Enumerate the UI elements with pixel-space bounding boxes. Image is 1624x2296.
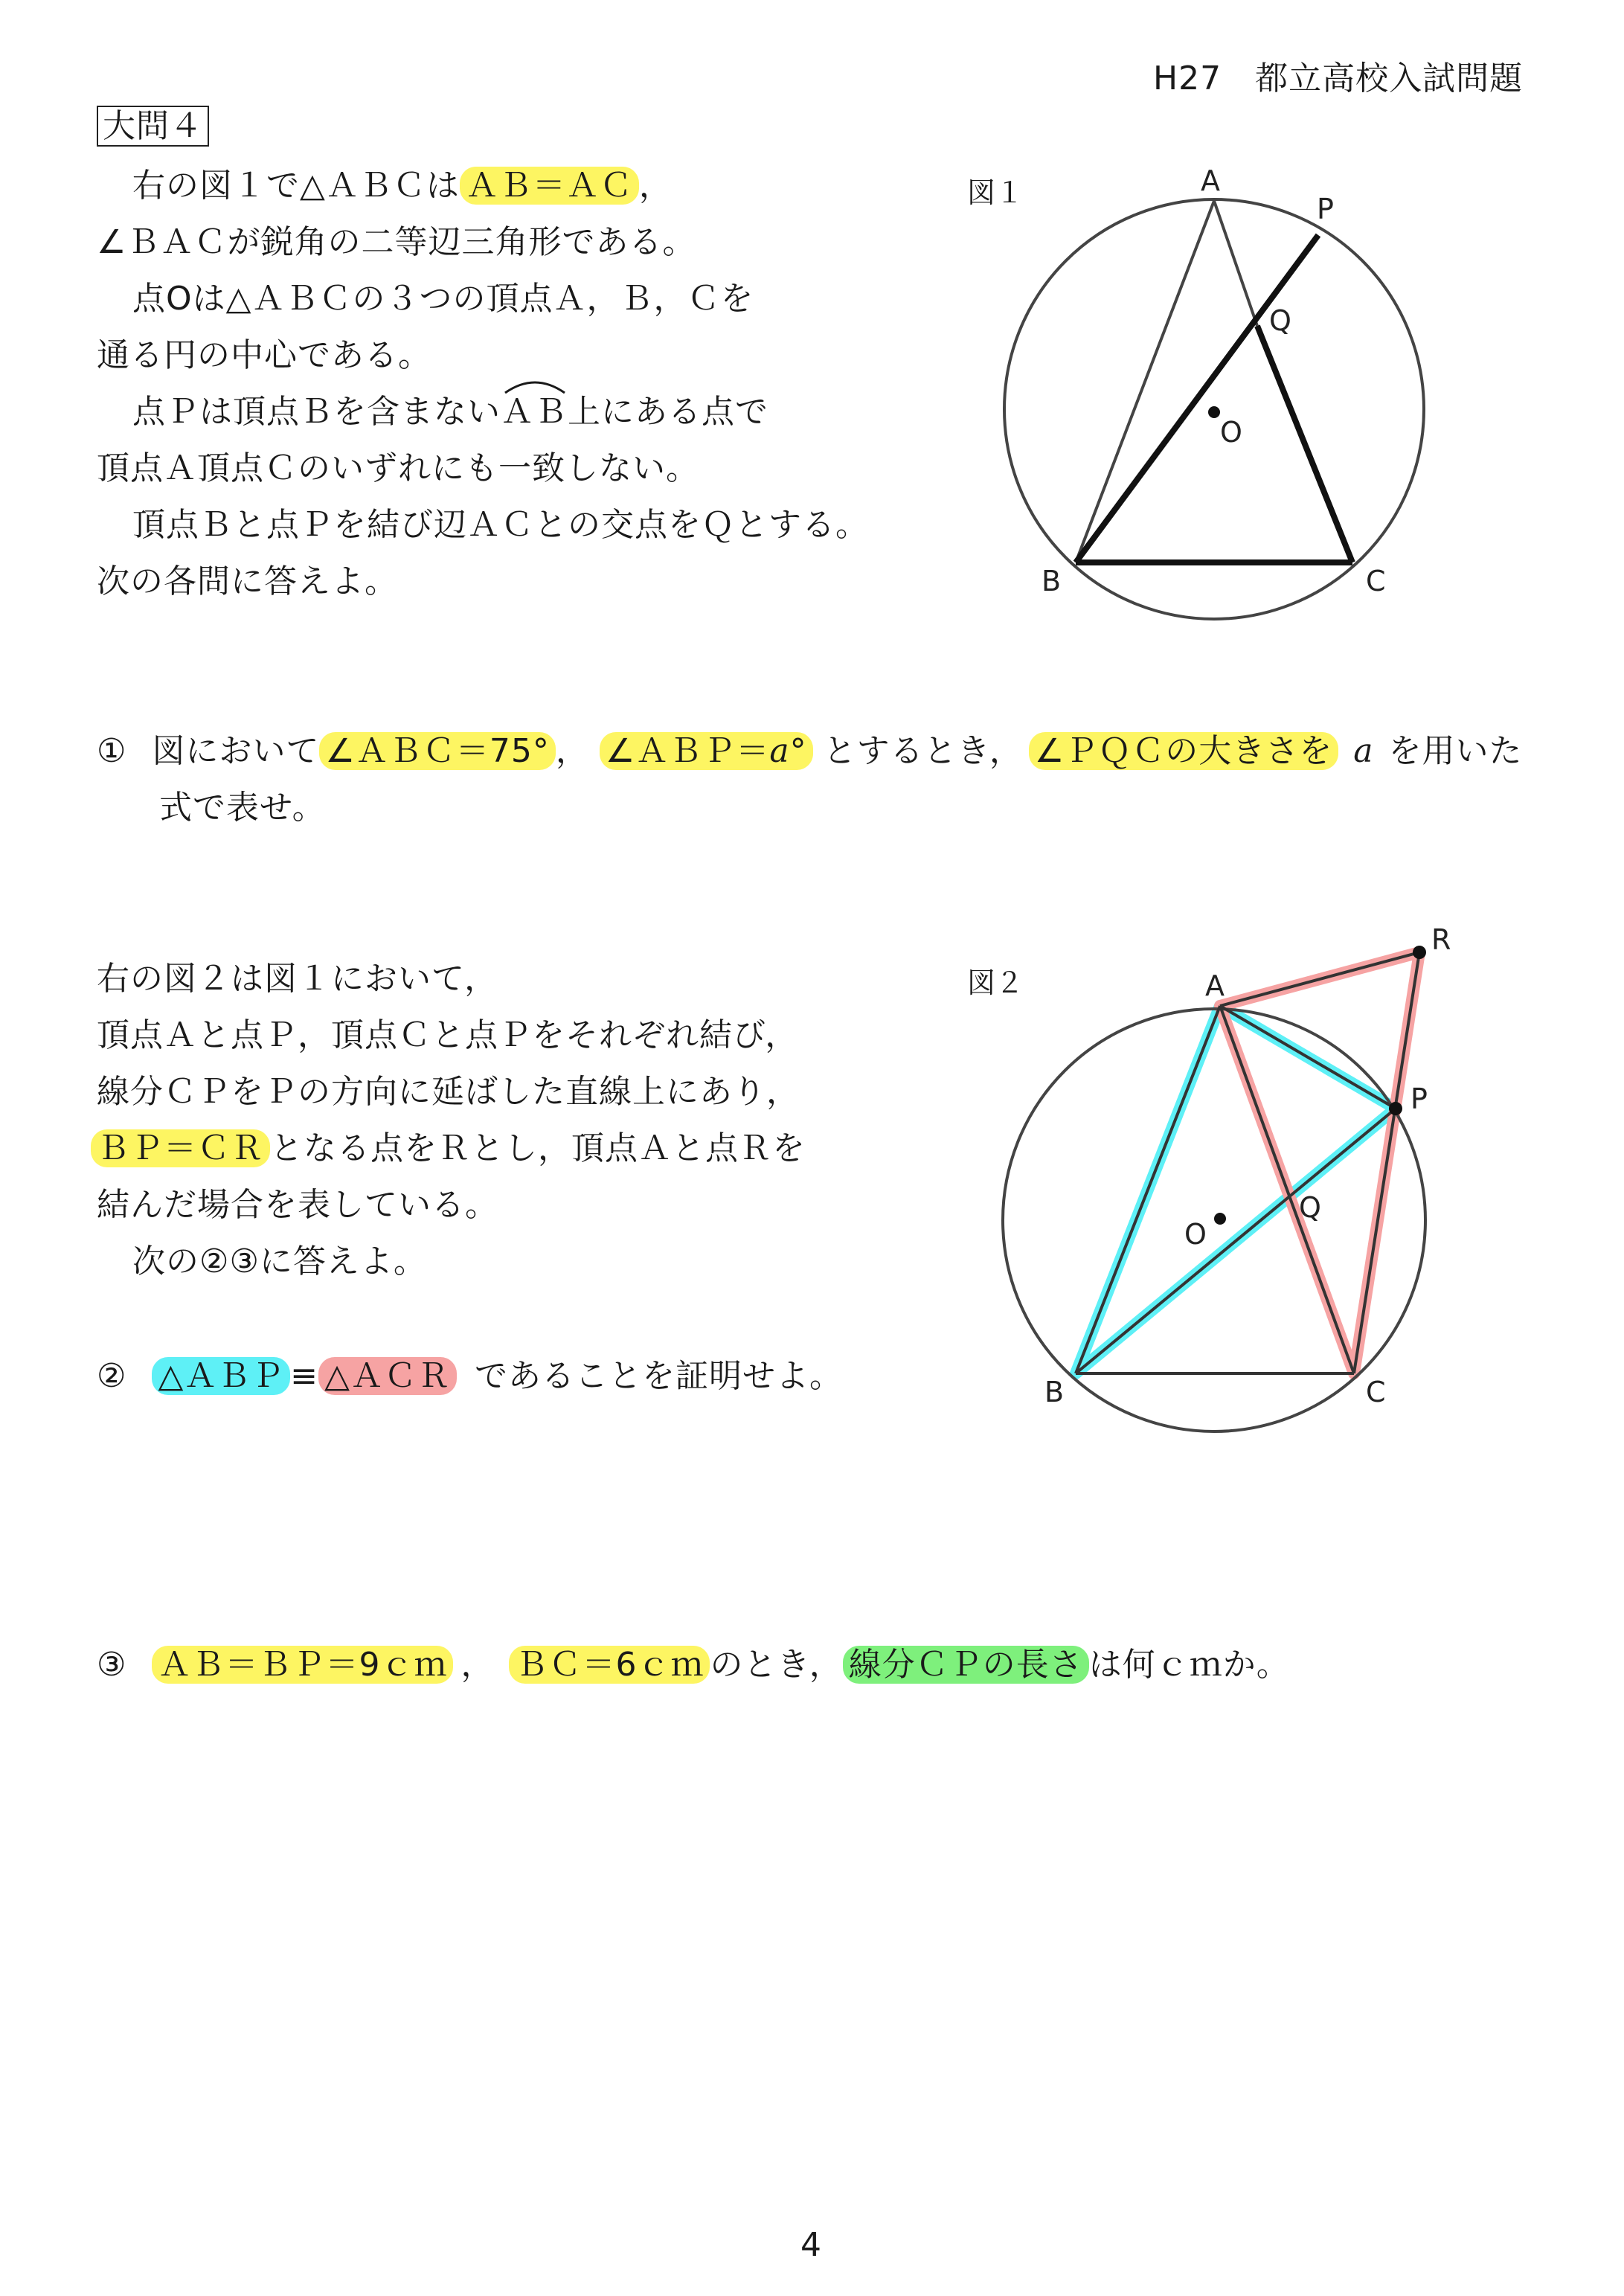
vertex-a-label: A	[1201, 164, 1220, 197]
fig2-text-line-6: 次の②③に答えよ。	[132, 1242, 427, 1280]
highlight-cp-length: 線分ＣＰの長さ	[843, 1646, 1089, 1684]
fig2-text-line-2: 頂点Ａと点Ｐ，頂点Ｃと点Ｐをそれぞれ結び，	[97, 1016, 799, 1054]
congruent-sign: ≡	[290, 1357, 319, 1395]
arc-mark-icon	[501, 375, 569, 394]
highlight-angle-pqc: ∠ＰＱＣの大きさを	[1029, 732, 1338, 770]
point-p	[1389, 1102, 1402, 1115]
q3-comma: ，	[460, 1646, 495, 1684]
highlight-triangle-abp: △ＡＢＰ	[152, 1357, 290, 1395]
vertex-a-label: A	[1205, 969, 1225, 1002]
center-o-label: O	[1220, 416, 1242, 449]
fig2-text-line-4	[91, 1128, 806, 1170]
vertex-b-label: B	[1044, 1376, 1065, 1408]
point-r	[1413, 946, 1426, 959]
intro-text: 点Ｐは頂点Ｂを含まない	[132, 393, 501, 431]
intro-line-4: 通る円の中心である。	[97, 336, 431, 374]
page-header-title: H27 都立高校入試問題	[1153, 60, 1524, 97]
question-3-number: ③	[97, 1646, 127, 1684]
intro-line-2: ∠ＢＡＣが鋭角の二等辺三角形である。	[97, 223, 696, 261]
question-3-line	[97, 1644, 1290, 1686]
intro-line-5	[132, 391, 768, 433]
q1-text: とするとき，	[823, 732, 1023, 770]
intro-comma: ，	[638, 167, 673, 205]
figure-2-label: 図２	[967, 966, 1024, 999]
point-q-label: Q	[1299, 1191, 1321, 1224]
figure-2-diagram	[989, 915, 1466, 1436]
intro-text: 上にある点で	[568, 393, 768, 431]
center-o-point	[1214, 1213, 1226, 1225]
highlight-angle-abc: ∠ＡＢＣ＝75°	[319, 732, 555, 770]
question-2-number: ②	[97, 1357, 127, 1395]
question-1-number: ①	[97, 732, 127, 770]
highlight-ab-bp-9cm: ＡＢ＝ＢＰ＝9ｃｍ	[152, 1646, 453, 1684]
center-o-point	[1208, 406, 1220, 418]
segment-qc	[1257, 326, 1352, 562]
intro-text: 右の図１で△ＡＢＣは	[132, 167, 460, 205]
q3-text: は何ｃｍか。	[1088, 1646, 1290, 1684]
section-label	[97, 106, 209, 147]
fig2-text-line-3: 線分ＣＰをＰの方向に延ばした直線上にあり，	[97, 1073, 800, 1111]
vertex-c-label: C	[1366, 1376, 1386, 1408]
side-aq	[1214, 201, 1257, 326]
side-ac	[1220, 1006, 1354, 1373]
q2-text: であることを証明せよ。	[475, 1357, 844, 1395]
fig2-text-line-5: 結んだ場合を表している。	[97, 1186, 498, 1224]
circumcircle	[1003, 1009, 1425, 1431]
section-label-box: 大問４	[97, 106, 209, 147]
intro-line-6: 頂点Ａ頂点Ｃのいずれにも一致しない。	[97, 449, 699, 487]
intro-line-1	[132, 165, 673, 207]
q1-text: を用いた	[1388, 732, 1523, 770]
question-1-line-1	[97, 731, 1523, 772]
fig2-text: となる点をＲとし，頂点Ａと点Ｒを	[270, 1129, 806, 1167]
q1-comma: ，	[555, 732, 589, 770]
intro-line-7: 頂点Ｂと点Ｐを結び辺ＡＣとの交点をＱとする。	[132, 506, 869, 544]
highlight-ab-eq-ac: ＡＢ＝ＡＣ	[460, 167, 639, 205]
triangle-acr-highlight	[1220, 952, 1419, 1373]
segment-ar	[1220, 952, 1419, 1006]
arc-ab	[501, 391, 568, 433]
segment-bp	[1076, 235, 1318, 562]
question-2-line	[97, 1356, 843, 1397]
var-a: a	[769, 732, 790, 770]
center-o-label: O	[1184, 1218, 1207, 1251]
q1-text: 図において	[152, 732, 320, 770]
highlight-bc-6cm: ＢＣ＝6ｃｍ	[509, 1646, 710, 1684]
degree-sign: °	[789, 732, 807, 770]
vertex-b-label: B	[1042, 565, 1062, 597]
vertex-c-label: C	[1366, 565, 1386, 597]
segment-cr	[1354, 952, 1419, 1373]
point-q-label: Q	[1269, 304, 1291, 337]
q3-text: のとき，	[710, 1646, 843, 1684]
intro-line-8: 次の各問に答えよ。	[97, 562, 398, 600]
point-p-label: P	[1410, 1083, 1428, 1115]
highlight-bp-eq-cr: ＢＰ＝ＣＲ	[91, 1129, 270, 1167]
point-p-label: P	[1317, 193, 1334, 225]
figure-1-diagram	[989, 149, 1466, 640]
page-number: 4	[800, 2226, 822, 2264]
point-r-label: R	[1431, 923, 1451, 956]
var-a: a	[1353, 732, 1374, 770]
intro-line-3: 点Oは△ＡＢＣの３つの頂点Ａ，Ｂ，Ｃを	[132, 280, 754, 318]
fig2-text-line-1: 右の図２は図１において，	[97, 960, 498, 998]
side-ab	[1076, 201, 1214, 562]
figure-1-label: 図１	[967, 176, 1024, 209]
question-1-line-2: 式で表せ。	[159, 789, 326, 827]
highlight-triangle-acr: △ＡＣＲ	[318, 1357, 457, 1395]
highlight-angle-abp	[600, 732, 813, 770]
angle-abp-text: ∠ＡＢＰ＝	[605, 732, 770, 770]
arc-ab-label: ＡＢ	[501, 393, 568, 431]
